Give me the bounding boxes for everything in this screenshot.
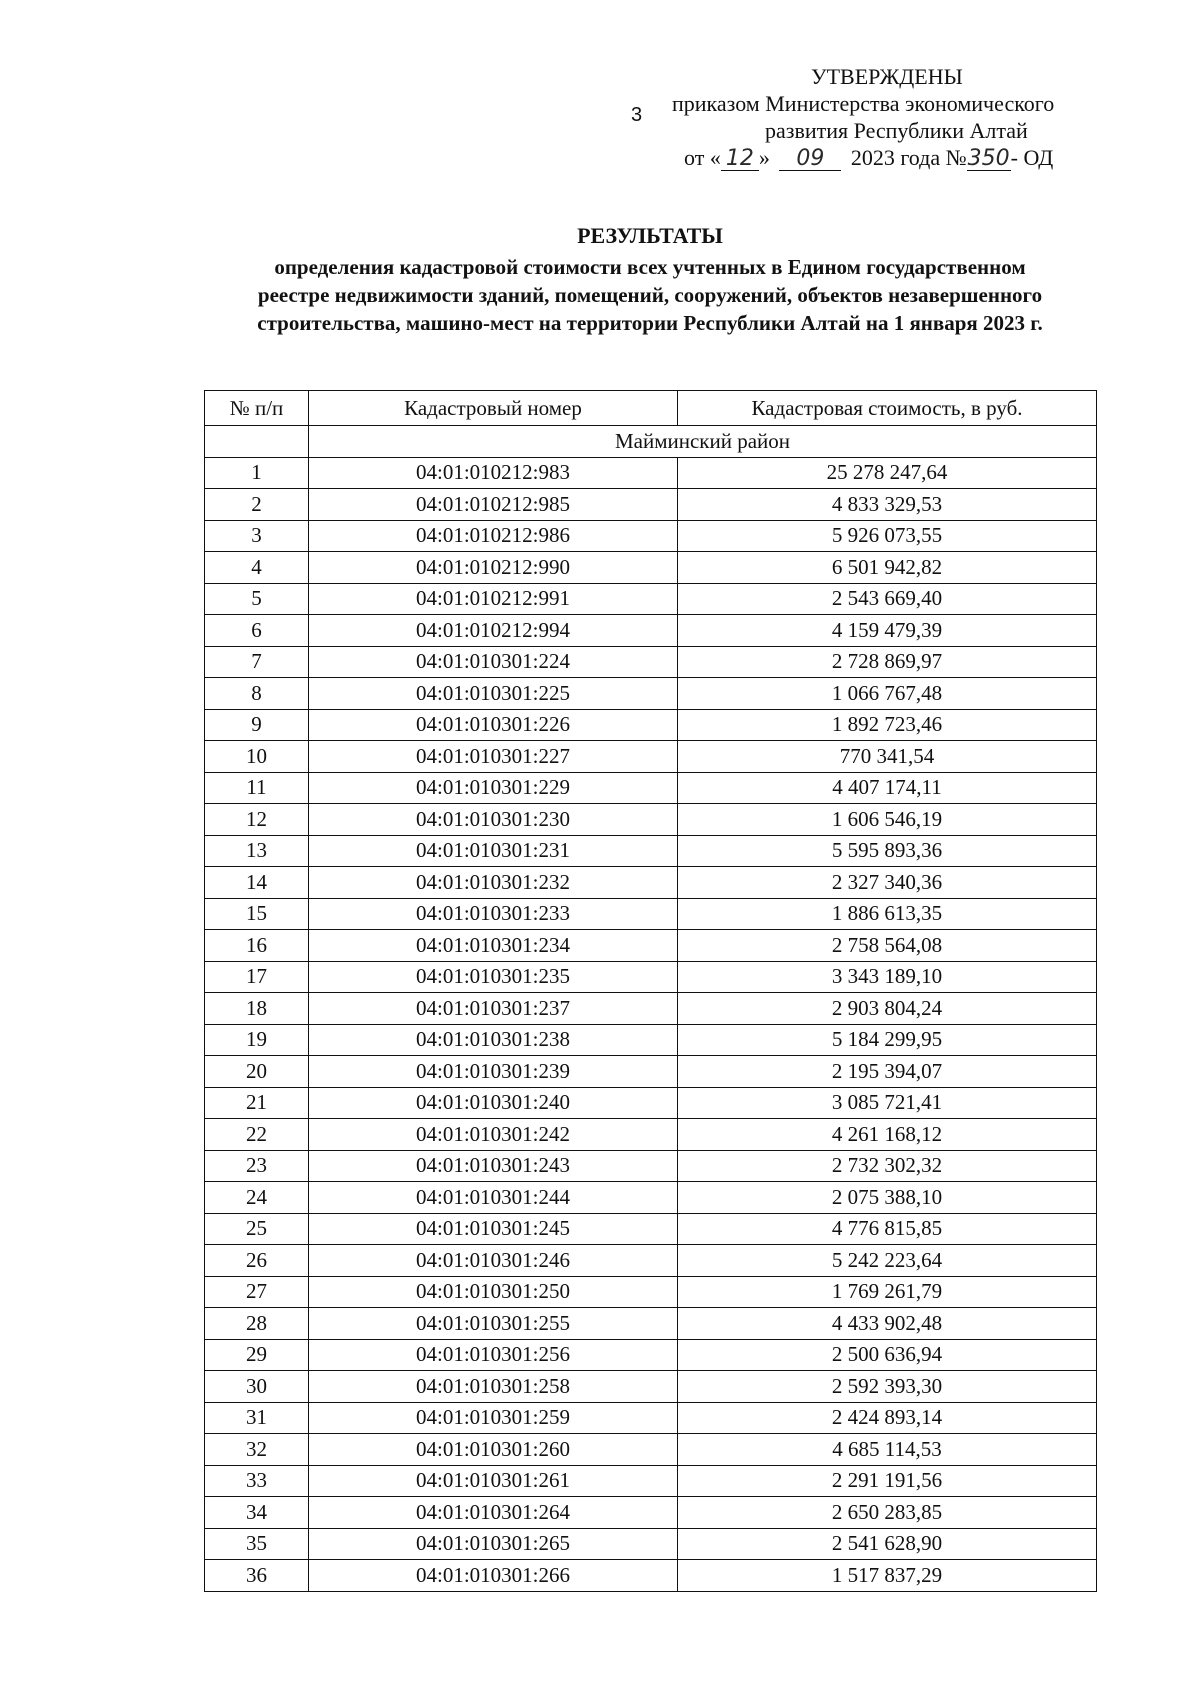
table-row xyxy=(205,1150,1097,1182)
table-row xyxy=(205,1119,1097,1151)
row-number: 32 xyxy=(205,1434,309,1466)
cadastral-number: 04:01:010301:246 xyxy=(309,1245,678,1277)
table-row xyxy=(205,961,1097,993)
cadastral-number: 04:01:010301:250 xyxy=(309,1276,678,1308)
table-row xyxy=(205,1434,1097,1466)
row-number: 34 xyxy=(205,1497,309,1529)
cadastral-number: 04:01:010301:255 xyxy=(309,1308,678,1340)
cadastral-number: 04:01:010301:245 xyxy=(309,1213,678,1245)
cadastral-number: 04:01:010212:985 xyxy=(309,489,678,521)
cadastral-number: 04:01:010212:994 xyxy=(309,615,678,647)
table-row xyxy=(205,1276,1097,1308)
cadastral-value: 25 278 247,64 xyxy=(678,457,1097,489)
cadastral-number: 04:01:010301:238 xyxy=(309,1024,678,1056)
cadastral-value: 2 732 302,32 xyxy=(678,1150,1097,1182)
cadastral-number: 04:01:010301:266 xyxy=(309,1560,678,1592)
cadastral-number: 04:01:010301:261 xyxy=(309,1465,678,1497)
table-row xyxy=(205,1528,1097,1560)
row-number: 30 xyxy=(205,1371,309,1403)
cadastral-value: 5 926 073,55 xyxy=(678,520,1097,552)
cadastral-value: 6 501 942,82 xyxy=(678,552,1097,584)
row-number: 5 xyxy=(205,583,309,615)
cadastral-value: 4 685 114,53 xyxy=(678,1434,1097,1466)
cadastral-number: 04:01:010301:234 xyxy=(309,930,678,962)
approval-quote-close: » xyxy=(758,145,770,170)
cadastral-number: 04:01:010301:224 xyxy=(309,646,678,678)
row-number: 19 xyxy=(205,1024,309,1056)
cadastral-value: 2 424 893,14 xyxy=(678,1402,1097,1434)
cadastral-value: 1 769 261,79 xyxy=(678,1276,1097,1308)
cadastral-number: 04:01:010301:239 xyxy=(309,1056,678,1088)
cadastral-value: 4 833 329,53 xyxy=(678,489,1097,521)
approval-suffix: - ОД xyxy=(1010,145,1054,170)
table-row xyxy=(205,583,1097,615)
row-number: 15 xyxy=(205,898,309,930)
row-number: 33 xyxy=(205,1465,309,1497)
row-number: 8 xyxy=(205,678,309,710)
cadastral-number: 04:01:010301:225 xyxy=(309,678,678,710)
table-row xyxy=(205,1339,1097,1371)
table-row xyxy=(205,867,1097,899)
cadastral-number: 04:01:010301:265 xyxy=(309,1528,678,1560)
cadastral-value: 770 341,54 xyxy=(678,741,1097,773)
approval-order-line: приказом Министерства экономического xyxy=(672,91,1055,116)
row-number: 10 xyxy=(205,741,309,773)
cadastral-value: 4 261 168,12 xyxy=(678,1119,1097,1151)
table-row xyxy=(205,1308,1097,1340)
table-row xyxy=(205,741,1097,773)
cadastral-number: 04:01:010301:260 xyxy=(309,1434,678,1466)
cadastral-value-table xyxy=(204,390,1097,1592)
cadastral-number: 04:01:010301:244 xyxy=(309,1182,678,1214)
title-line-3: строительства, машино-мест на территории Республики Алтай на 1 января 2023 г. xyxy=(257,311,1043,335)
row-number: 24 xyxy=(205,1182,309,1214)
table-row xyxy=(205,489,1097,521)
table-row xyxy=(205,1182,1097,1214)
table-row xyxy=(205,1087,1097,1119)
row-number: 7 xyxy=(205,646,309,678)
cadastral-value: 2 650 283,85 xyxy=(678,1497,1097,1529)
cadastral-value: 1 517 837,29 xyxy=(678,1560,1097,1592)
title-line-1: определения кадастровой стоимости всех учтенных в Едином государственном xyxy=(274,255,1026,279)
table-row xyxy=(205,1024,1097,1056)
cadastral-number: 04:01:010301:259 xyxy=(309,1402,678,1434)
row-number: 13 xyxy=(205,835,309,867)
approval-year-text: 2023 года № xyxy=(850,145,967,170)
cadastral-value: 5 184 299,95 xyxy=(678,1024,1097,1056)
approval-ministry-line: развития Республики Алтай xyxy=(765,118,1028,143)
handwritten-order-number: 350 xyxy=(967,146,1010,171)
cadastral-value: 4 159 479,39 xyxy=(678,615,1097,647)
cadastral-value: 2 500 636,94 xyxy=(678,1339,1097,1371)
row-number: 6 xyxy=(205,615,309,647)
row-number: 4 xyxy=(205,552,309,584)
cadastral-value: 2 195 394,07 xyxy=(678,1056,1097,1088)
table-row xyxy=(205,457,1097,489)
row-number: 36 xyxy=(205,1560,309,1592)
row-number: 1 xyxy=(205,457,309,489)
table-body xyxy=(205,426,1097,1592)
cadastral-number: 04:01:010301:240 xyxy=(309,1087,678,1119)
row-number: 22 xyxy=(205,1119,309,1151)
cadastral-number: 04:01:010301:230 xyxy=(309,804,678,836)
table-row xyxy=(205,1371,1097,1403)
title-line-2: реестре недвижимости зданий, помещений, сооружений, объектов незавершенного xyxy=(257,283,1043,307)
cadastral-number: 04:01:010212:991 xyxy=(309,583,678,615)
header-cadastral-value: Кадастровая стоимость, в руб. xyxy=(678,391,1097,426)
title-heading: РЕЗУЛЬТАТЫ xyxy=(577,223,723,248)
cadastral-number: 04:01:010301:242 xyxy=(309,1119,678,1151)
table-row xyxy=(205,898,1097,930)
table-row xyxy=(205,646,1097,678)
table-row xyxy=(205,678,1097,710)
table-row xyxy=(205,1497,1097,1529)
cadastral-number: 04:01:010212:986 xyxy=(309,520,678,552)
cadastral-value: 5 595 893,36 xyxy=(678,835,1097,867)
table-row xyxy=(205,1213,1097,1245)
table-row xyxy=(205,1560,1097,1592)
row-number: 2 xyxy=(205,489,309,521)
cadastral-value: 1 892 723,46 xyxy=(678,709,1097,741)
row-number: 23 xyxy=(205,1150,309,1182)
row-number: 12 xyxy=(205,804,309,836)
handwritten-month: 09 xyxy=(779,148,841,171)
cadastral-value: 1 066 767,48 xyxy=(678,678,1097,710)
cadastral-value: 1 606 546,19 xyxy=(678,804,1097,836)
cadastral-value: 2 291 191,56 xyxy=(678,1465,1097,1497)
cadastral-value: 2 728 869,97 xyxy=(678,646,1097,678)
cadastral-value: 2 758 564,08 xyxy=(678,930,1097,962)
table-row xyxy=(205,835,1097,867)
table-row xyxy=(205,615,1097,647)
row-number: 25 xyxy=(205,1213,309,1245)
cadastral-value: 2 541 628,90 xyxy=(678,1528,1097,1560)
cadastral-number: 04:01:010301:258 xyxy=(309,1371,678,1403)
header-number: № п/п xyxy=(205,391,309,426)
row-number: 11 xyxy=(205,772,309,804)
row-number: 29 xyxy=(205,1339,309,1371)
approval-date-line xyxy=(672,144,1092,171)
table-row xyxy=(205,552,1097,584)
cadastral-number: 04:01:010301:229 xyxy=(309,772,678,804)
row-number: 18 xyxy=(205,993,309,1025)
header-cadastral-number: Кадастровый номер xyxy=(309,391,678,426)
cadastral-value: 4 433 902,48 xyxy=(678,1308,1097,1340)
cadastral-value: 2 592 393,30 xyxy=(678,1371,1097,1403)
cadastral-number: 04:01:010301:243 xyxy=(309,1150,678,1182)
row-number: 27 xyxy=(205,1276,309,1308)
cadastral-number: 04:01:010301:232 xyxy=(309,867,678,899)
table-row xyxy=(205,1056,1097,1088)
row-number: 17 xyxy=(205,961,309,993)
row-number: 31 xyxy=(205,1402,309,1434)
table-row xyxy=(205,520,1097,552)
row-number: 3 xyxy=(205,520,309,552)
cadastral-value: 4 776 815,85 xyxy=(678,1213,1097,1245)
row-number: 14 xyxy=(205,867,309,899)
cadastral-number: 04:01:010301:226 xyxy=(309,709,678,741)
cadastral-number: 04:01:010301:231 xyxy=(309,835,678,867)
cadastral-number: 04:01:010212:990 xyxy=(309,552,678,584)
cadastral-value: 1 886 613,35 xyxy=(678,898,1097,930)
approval-stamp xyxy=(672,63,1092,171)
handwritten-day: 12 xyxy=(721,148,759,171)
cadastral-value: 4 407 174,11 xyxy=(678,772,1097,804)
approval-from-prefix: от « xyxy=(684,145,721,170)
cadastral-number: 04:01:010301:235 xyxy=(309,961,678,993)
row-number: 35 xyxy=(205,1528,309,1560)
table-row xyxy=(205,804,1097,836)
row-number: 26 xyxy=(205,1245,309,1277)
cadastral-number: 04:01:010301:227 xyxy=(309,741,678,773)
table-row xyxy=(205,709,1097,741)
section-label: Майминский район xyxy=(309,426,1097,458)
table-row xyxy=(205,1465,1097,1497)
approval-title: УТВЕРЖДЕНЫ xyxy=(811,64,963,89)
table-row xyxy=(205,1245,1097,1277)
cadastral-number: 04:01:010301:237 xyxy=(309,993,678,1025)
cadastral-number: 04:01:010212:983 xyxy=(309,457,678,489)
cadastral-value: 3 343 189,10 xyxy=(678,961,1097,993)
section-empty-cell xyxy=(205,426,309,458)
row-number: 28 xyxy=(205,1308,309,1340)
cadastral-value: 3 085 721,41 xyxy=(678,1087,1097,1119)
cadastral-value: 2 903 804,24 xyxy=(678,993,1097,1025)
cadastral-value: 2 327 340,36 xyxy=(678,867,1097,899)
row-number: 21 xyxy=(205,1087,309,1119)
cadastral-value: 2 075 388,10 xyxy=(678,1182,1097,1214)
row-number: 9 xyxy=(205,709,309,741)
cadastral-number: 04:01:010301:256 xyxy=(309,1339,678,1371)
page-number: 3 xyxy=(631,104,643,126)
table-row xyxy=(205,993,1097,1025)
table-header-row xyxy=(205,391,1097,426)
table-row xyxy=(205,772,1097,804)
cadastral-value: 2 543 669,40 xyxy=(678,583,1097,615)
row-number: 16 xyxy=(205,930,309,962)
cadastral-number: 04:01:010301:233 xyxy=(309,898,678,930)
section-row xyxy=(205,426,1097,458)
table-row xyxy=(205,1402,1097,1434)
cadastral-number: 04:01:010301:264 xyxy=(309,1497,678,1529)
cadastral-value: 5 242 223,64 xyxy=(678,1245,1097,1277)
row-number: 20 xyxy=(205,1056,309,1088)
table-row xyxy=(205,930,1097,962)
document-title xyxy=(200,222,1100,337)
